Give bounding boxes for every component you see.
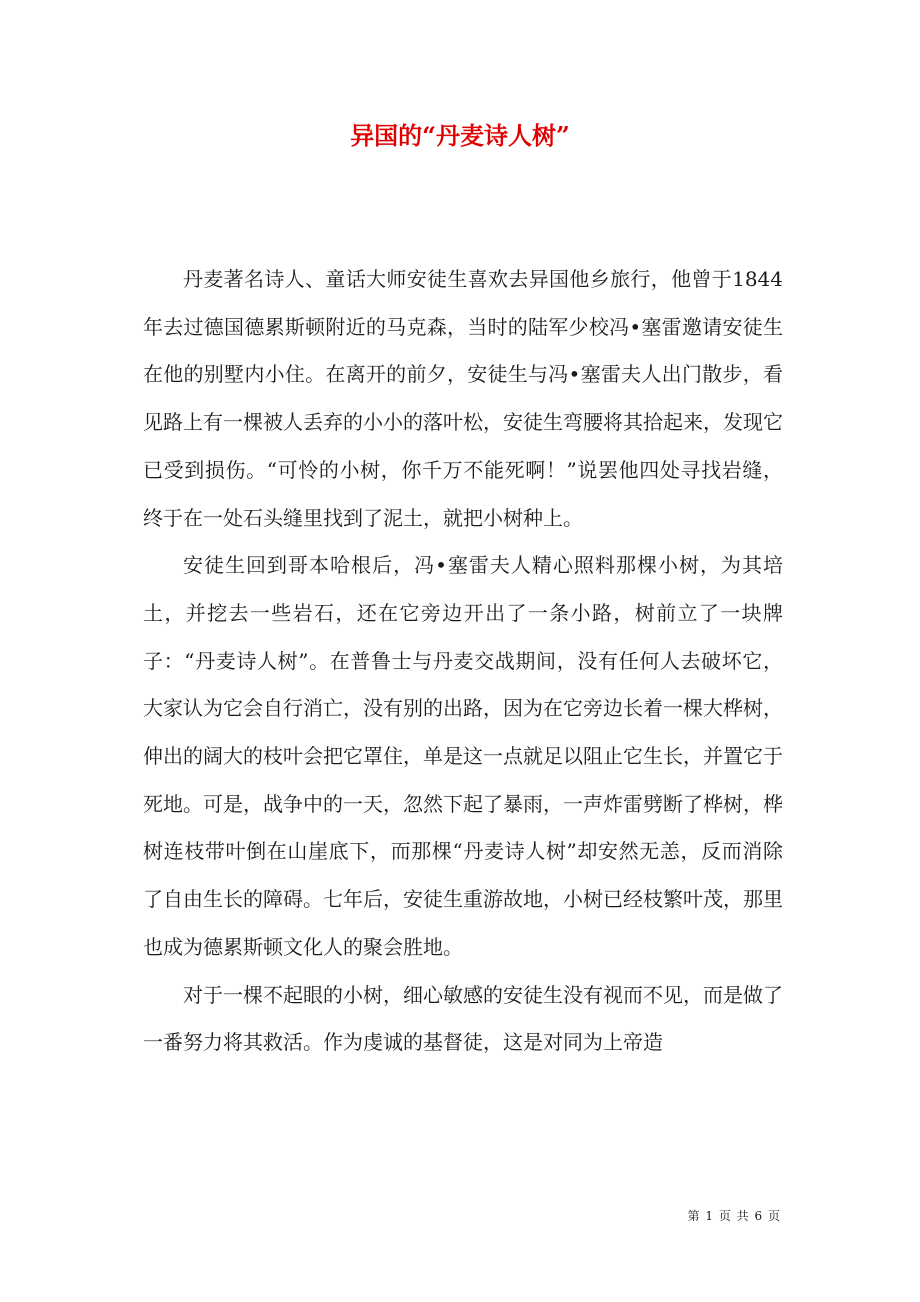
page-label-prefix: 第: [687, 1209, 701, 1223]
document-body: [143, 256, 783, 1067]
page-footer: [688, 1208, 781, 1224]
total-pages: 6: [754, 1209, 764, 1223]
page-label-middle: 页 共: [718, 1209, 750, 1223]
page-label-suffix: 页: [767, 1209, 781, 1223]
paragraph-2: 安徒生回到哥本哈根后，冯•塞雷夫人精心照料那棵小树，为其培土，并挖去一些岩石，还在它旁边开出了一条小路，树前立了一块牌子：“丹麦诗人树”。在普鲁士与丹麦交战期间，没有任何人去破坏它，大家认为它会自行消亡，没有别的出路，因为在它旁边长着一棵大桦树，伸出的阔大的枝叶会把它罩住，单是这一点就足以阻止它生长，并置它于死地。可是，战争中的一天，忽然下起了暴雨，一声炸雷劈断了桦树，桦树连枝带叶倒在山崖底下，而那棵“丹麦诗人树”却安然无恙，反而消除了自由生长的障碍。七年后，安徒生重游故地，小树已经枝繁叶茂，那里也成为德累斯顿文化人的聚会胜地。: [143, 553, 783, 959]
page-number: 1: [705, 1209, 715, 1223]
paragraph-3: 对于一棵不起眼的小树，细心敏感的安徒生没有视而不见，而是做了一番努力将其救活。作为虔诚的基督徒，这是对同为上帝造: [143, 982, 783, 1055]
document-title: 异国的“丹麦诗人树”: [350, 121, 570, 150]
paragraph-1: 丹麦著名诗人、童话大师安徒生喜欢去异国他乡旅行，他曾于1844年去过德国德累斯顿附近的马克森，当时的陆军少校冯•塞雷邀请安徒生在他的别墅内小住。在离开的前夕，安徒生与冯•塞雷夫人出门散步，看见路上有一棵被人丢弃的小小的落叶松，安徒生弯腰将其拾起来，发现它已受到损伤。“可怜的小树，你千万不能死啊！”说罢他四处寻找岩缝，终于在一处石头缝里找到了泥土，就把小树种上。: [143, 267, 783, 530]
